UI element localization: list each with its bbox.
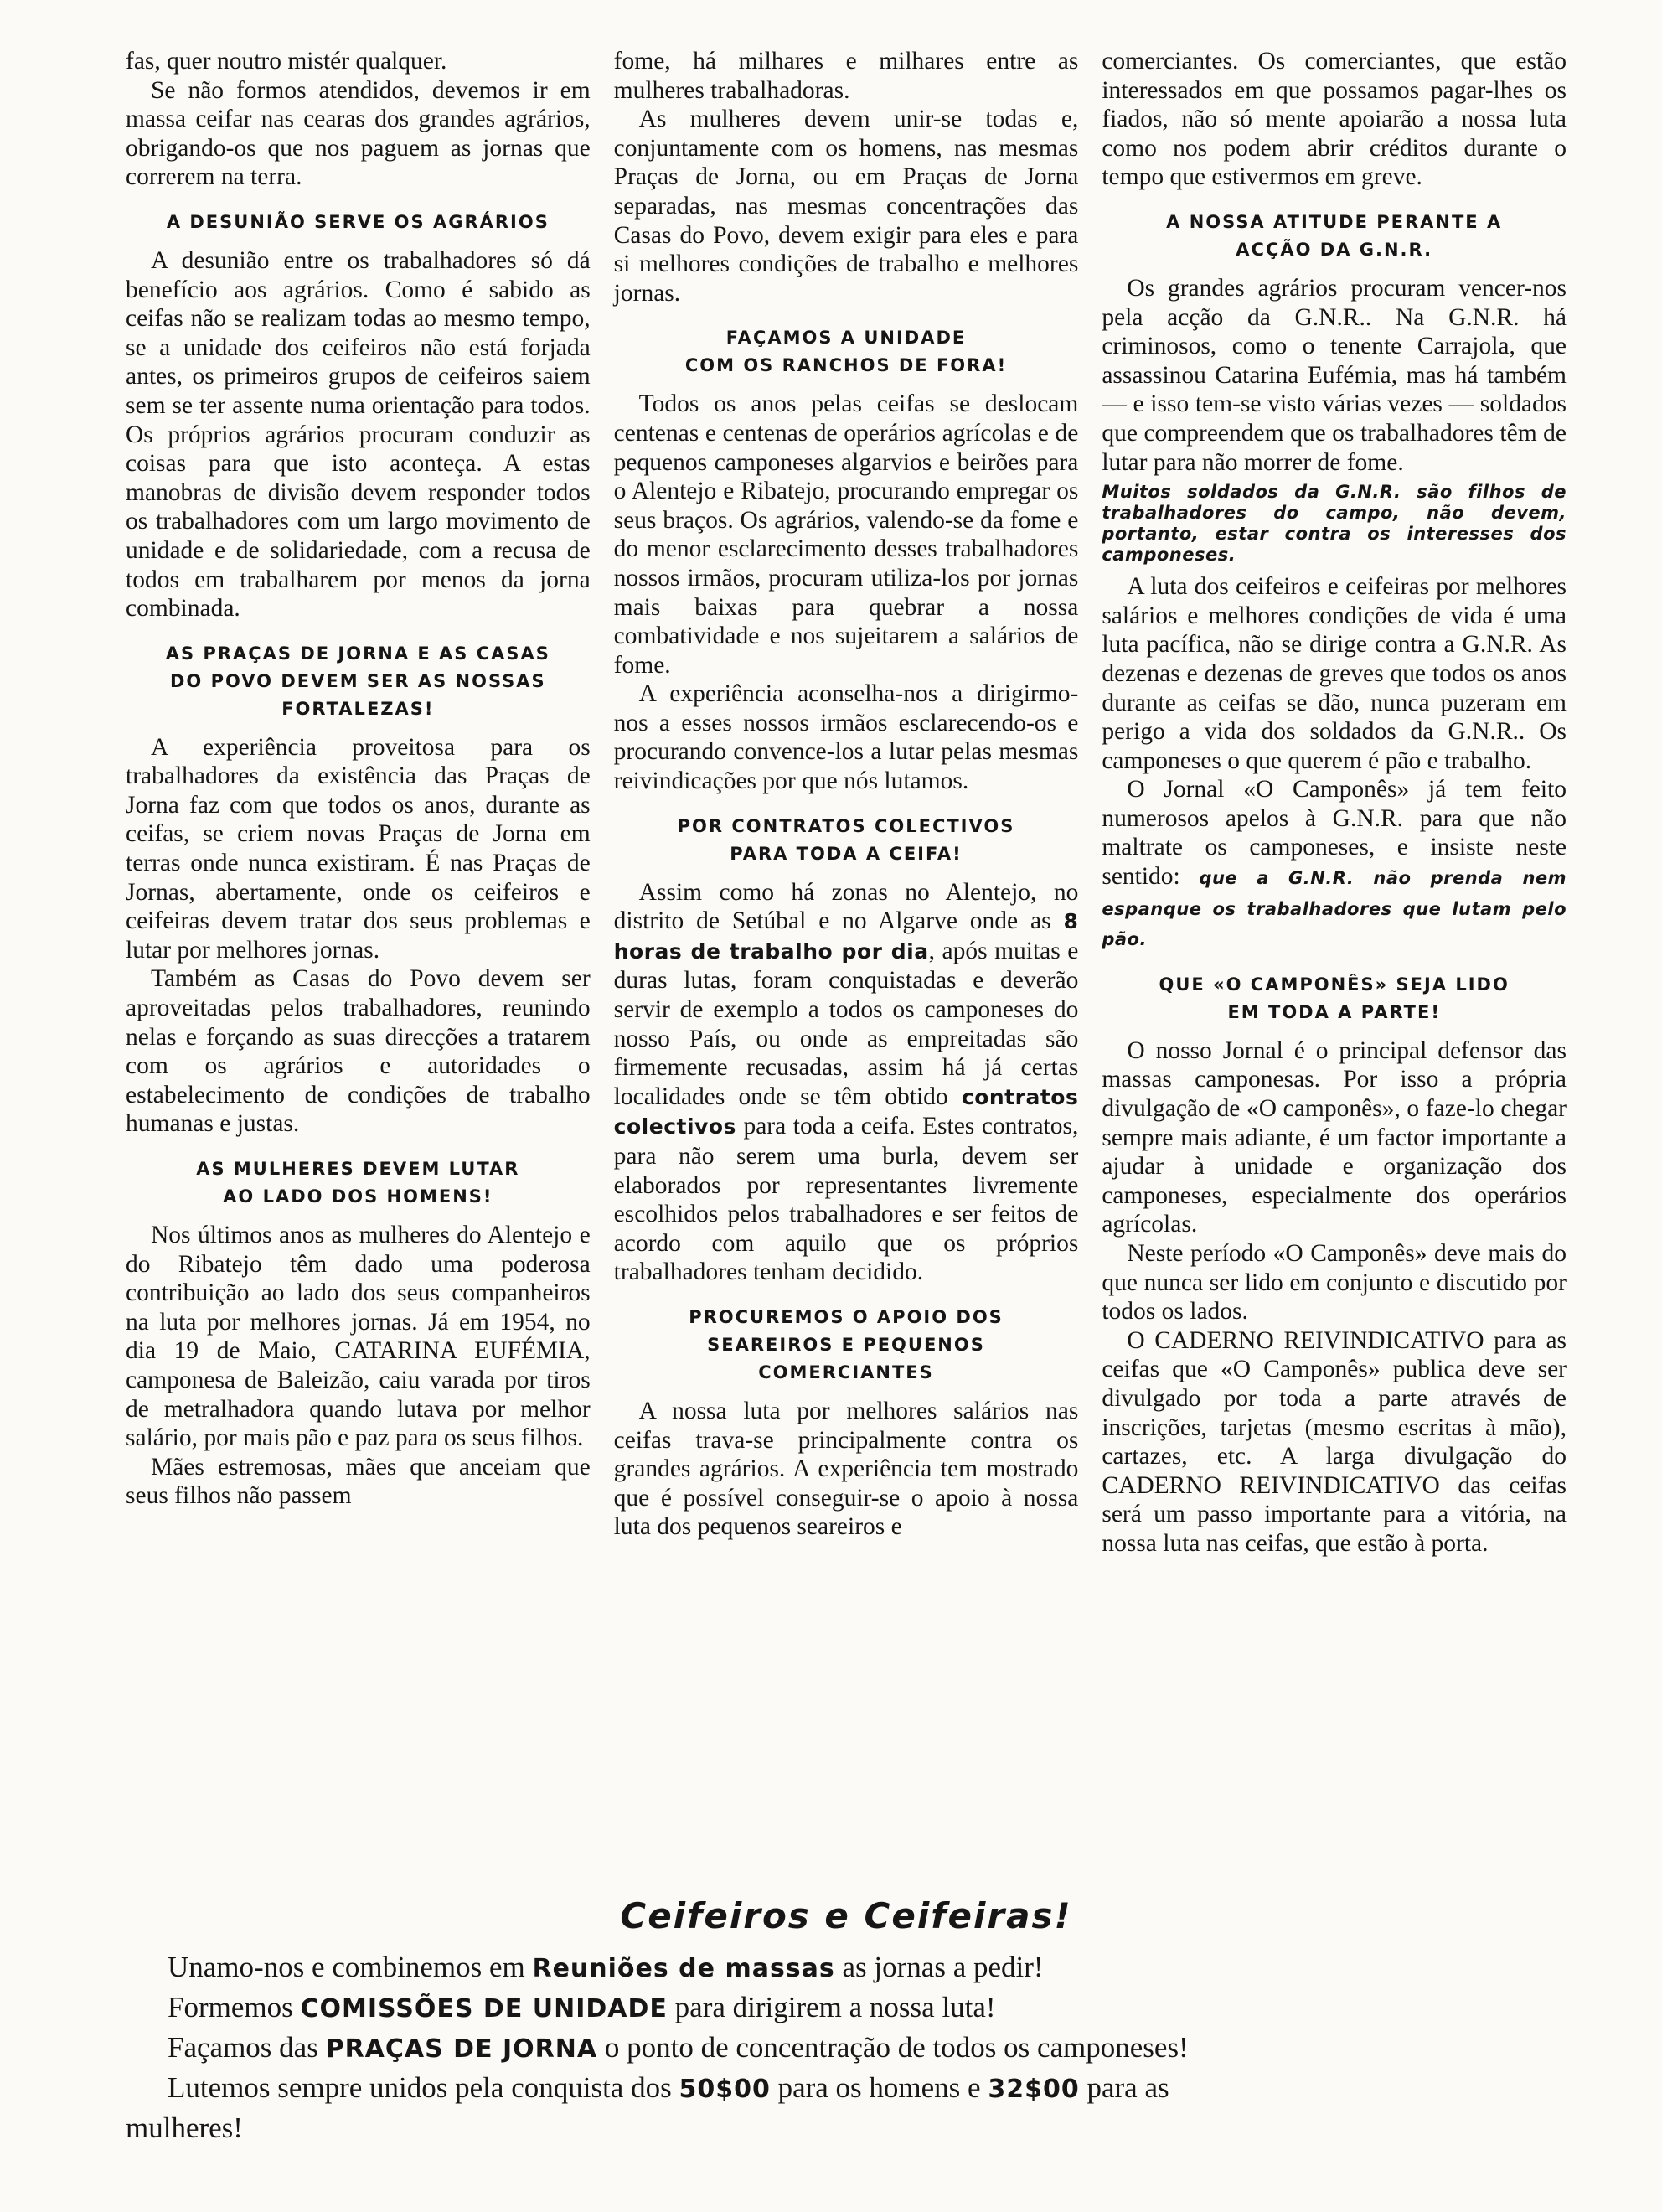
paragraph: O CADERNO REIVINDICATIVO para as ceifas que «O Camponês» publica deve ser divulgado por toda a parte através de inscrições, tarjetas (mesmo escritas à mão), cartazes, etc. A larga divulgação do CADERNO REIVINDICATIVO das ceifas será um passo importante para a vitória, na nossa luta nas ceifas, que estão à porta. (1102, 1326, 1567, 1557)
footer-line: Lutemos sempre unidos pela conquista dos 50$00 para os homens e 32$00 para as (168, 2071, 1169, 2104)
section-heading: FAÇAMOS A UNIDADE COM OS RANCHOS DE FORA! (684, 328, 1008, 376)
footer-appeal (126, 1895, 1567, 2147)
paragraph: A experiência aconselha-nos a dirigirmo-nos a esses nossos irmãos esclarecendo-os e procurando convence-los a lutar pelas mesmas reivindicações por que nós lutamos. (613, 680, 1079, 795)
paragraph: comerciantes. Os comerciantes, que estão interessados em que possamos pagar-lhes os fiados, não só mente apoiarão a nossa luta como nos podem abrir créditos durante o tempo que estivermos em greve. (1102, 48, 1567, 191)
paragraph: Neste período «O Camponês» deve mais do que nunca ser lido em conjunto e discutido por todos os lados. (1102, 1240, 1567, 1326)
paragraph: Se não formos atendidos, devemos ir em massa ceifar nas cearas dos grandes agrários, obrigando-os que nos paguem as jornas que correrem na terra. (126, 76, 591, 191)
emphasis: Reuniões de massas (532, 1954, 835, 1983)
footer-title: Ceifeiros e Ceifeiras! (620, 1895, 1072, 1936)
section-heading: A NOSSA ATITUDE PERANTE A ACÇÃO DA G.N.R. (1166, 211, 1503, 260)
paragraph: A luta dos ceifeiros e ceifeiras por melhores salários e melhores condições de vida é uma luta pacífica, não se dirige contra a G.N.R. As dezenas e dezenas de greves que todos os anos durante as ceifas se dão, nunca puzeram em perigo a vida dos soldados da G.N.R.. Os camponeses o que querem é pão e trabalho. (1102, 573, 1567, 774)
article-columns (126, 47, 1567, 1887)
emphasis: 50$00 (679, 2075, 771, 2104)
footer-line: Façamos das PRAÇAS DE JORNA o ponto de concentração de todos os camponeses! (168, 2031, 1189, 2064)
emphasis: 8 horas de trabalho por dia (613, 909, 1079, 964)
section-heading: PROCUREMOS O APOIO DOS SEAREIROS E PEQUENOS COMERCIANTES (689, 1306, 1004, 1382)
paragraph: A nossa luta por melhores salários nas ceifas trava-se principalmente contra os grandes agrários. A experiência tem mostrado que é possível conseguir-se o apoio à nossa luta dos pequenos seareiros e (613, 1397, 1079, 1541)
footer-line: Formemos COMISSÕES DE UNIDADE para dirigirem a nossa luta! (168, 1991, 996, 2023)
paragraph: fas, quer noutro mistér qualquer. (126, 48, 447, 75)
paragraph: A desunião entre os trabalhadores só dá benefício aos agrários. Como é sabido as ceifas não se realizam todas ao mesmo tempo, se a unidade dos ceifeiros não está forjada antes, os primeiros grupos de ceifeiros saiem sem se ter assente numa orientação para todos. Os próprios agrários procuram conduzir as coisas para que isto aconteça. A estas manobras de divisão devem responder todos os trabalhadores com um largo movimento de unidade e de solidariedade, com a recusa de todos em trabalharem por menos da jorna combinada. (126, 246, 591, 623)
paragraph: Todos os anos pelas ceifas se deslocam centenas e centenas de operários agrícolas e de pequenos camponeses algarvios e beirões para o Alentejo e Ribatejo, procurando empregar os seus braços. Os agrários, valendo-se da fome e do menor esclarecimento desses trabalhadores nossos irmãos, procuram utiliza-los por jornas mais baixas para quebrar a nossa combatividade e nos sujeitarem a salários de fome. (613, 390, 1079, 679)
paragraph: Os grandes agrários procuram vencer-nos pela acção da G.N.R.. Na G.N.R. há criminosos, como o tenente Carrajola, que assassinou Catarina Eufémia, mas há também — e isso tem-se visto várias vezes — soldados que compreendem que os trabalhadores têm de lutar para não morrer de fome. (1102, 274, 1567, 476)
section-heading: QUE «O CAMPONÊS» SEJA LIDO EM TODA A PARTE! (1159, 974, 1510, 1022)
emphasis: contratos colectivos (613, 1084, 1079, 1140)
paragraph: A experiência proveitosa para os trabalhadores da existência das Praças de Jorna faz com que todos os anos, durante as ceifas, se criem novas Praças de Jorna em terras onde nunca existiram. É nas Praças de Jornas, abertamente, onde os ceifeiros e ceifeiras devem tratar dos seus problemas e lutar por melhores jornas. (126, 733, 591, 964)
paragraph: Assim como há zonas no Alentejo, no distrito de Setúbal e no Algarve onde as 8 horas de trabalho por dia, após muitas e duras lutas, foram conquistadas e deverão servir de exemplo a todos os camponeses do nosso País, ou onde as empreitadas são firmemente recusadas, assim há já certas localidades onde se têm obtido contratos colectivos para toda a ceifa. Estes contratos, para não serem uma burla, devem ser elaborados por representantes livremente escolhidos pelos trabalhadores e ser feitos de acordo com aquilo que os próprios trabalhadores tenham decidido. (613, 878, 1079, 1286)
emphasis: que a G.N.R. não prenda nem espanque os trabalhadores que lutam pelo pão. (1102, 868, 1567, 950)
paragraph: Também as Casas do Povo devem ser aproveitadas pelos trabalhadores, reunindo nelas e forçando as suas direcções a tratarem com os agrários e autoridades o estabelecimento de condições de trabalho humanas e justas. (126, 965, 591, 1138)
emphasis: 32$00 (988, 2075, 1080, 2104)
section-heading: POR CONTRATOS COLECTIVOS PARA TODA A CEIFA! (677, 815, 1015, 864)
paragraph: O nosso Jornal é o principal defensor das massas camponesas. Por isso a própria divulgação de «O camponês», o faze-lo chegar sempre mais adiante, é um factor importante a ajudar à unidade e organização dos camponeses, especialmente dos operários agrícolas. (1102, 1036, 1567, 1238)
column-3 (1102, 47, 1567, 1887)
emphasis: PRAÇAS DE JORNA (325, 2034, 598, 2064)
paragraph: Mães estremosas, mães que anceiam que seus filhos não passem (126, 1453, 591, 1510)
paragraph: O Jornal «O Camponês» já tem feito numerosos apelos à G.N.R. para que não maltrate os camponeses, e insiste neste sentido: que a G.N.R. não prenda nem espanque os trabalhadores que lutam pelo pão. (1102, 776, 1567, 950)
section-heading: AS PRAÇAS DE JORNA E AS CASAS DO POVO DEVEM SER AS NOSSAS FORTALEZAS! (165, 643, 550, 719)
column-1 (126, 47, 591, 1887)
paragraph: As mulheres devem unir-se todas e, conjuntamente com os homens, nas mesmas Praças de Jorna, ou em Praças de Jorna separadas, nas mesmas concentrações das Casas do Povo, devem exigir para eles e para si melhores condições de trabalho e melhores jornas. (613, 106, 1079, 307)
section-heading: A DESUNIÃO SERVE OS AGRÁRIOS (166, 211, 550, 232)
emphasis: COMISSÕES DE UNIDADE (300, 1994, 668, 2023)
column-2 (614, 47, 1079, 1887)
footer-line: Unamo-nos e combinemos em Reuniões de massas as jornas a pedir! (168, 1951, 1044, 1983)
footer-line: mulheres! (126, 2111, 243, 2144)
paragraph: Nos últimos anos as mulheres do Alentejo e do Ribatejo têm dado uma poderosa contribuição ao lado dos seus companheiros na luta por melhores jornas. Já em 1954, no dia 19 de Maio, CATARINA EUFÉMIA, camponesa de Baleizão, caiu varada por tiros de metralhadora quando lutava por melhor salário, por mais pão e paz para os seus filhos. (126, 1222, 591, 1452)
paragraph: fome, há milhares e milhares entre as mulheres trabalhadoras. (613, 48, 1079, 104)
bold-paragraph: Muitos soldados da G.N.R. são filhos de trabalhadores do campo, não devem, portanto, estar contra os interesses dos camponeses. (1102, 482, 1567, 566)
section-heading: AS MULHERES DEVEM LUTAR AO LADO DOS HOMENS! (196, 1159, 520, 1207)
